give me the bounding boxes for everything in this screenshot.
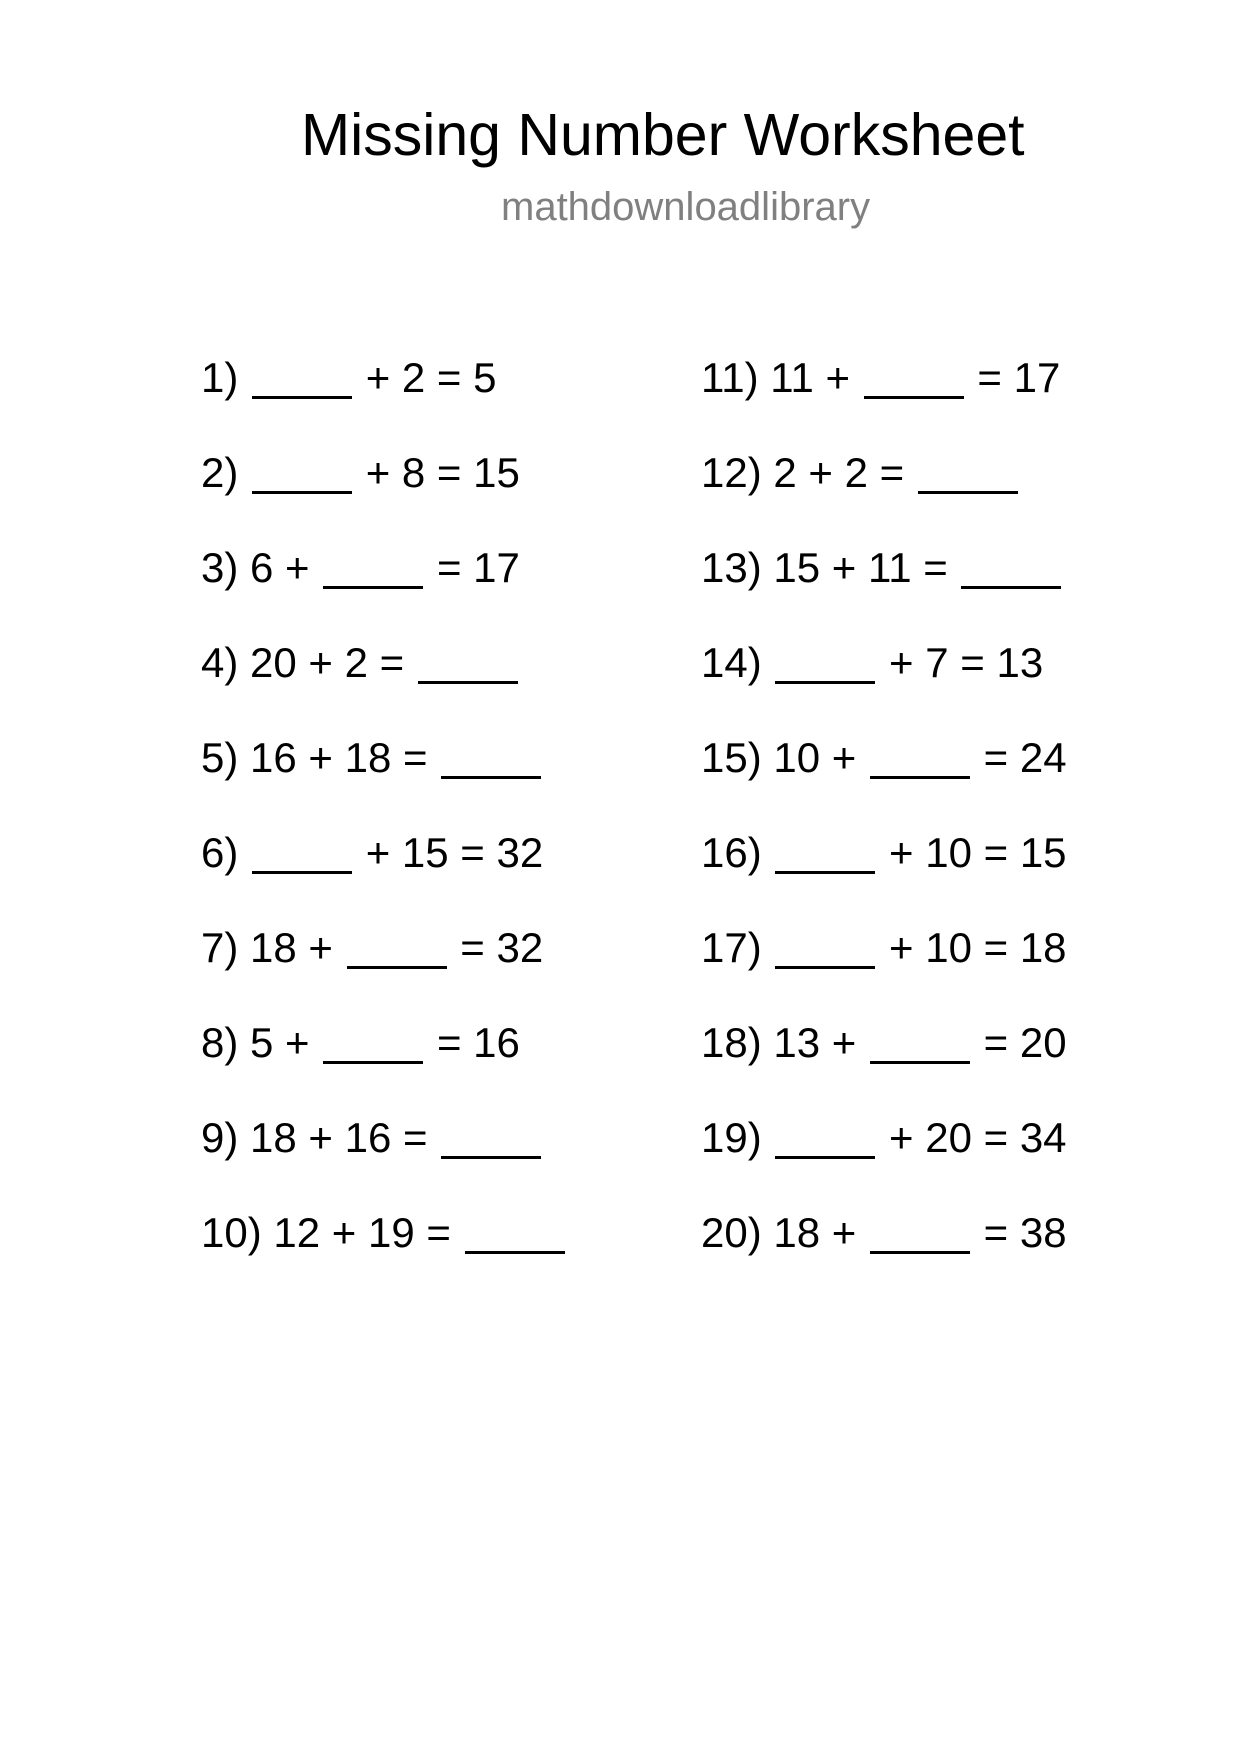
- problem-number: 13): [701, 544, 762, 591]
- answer-blank[interactable]: [441, 746, 541, 779]
- problem-11: [701, 354, 1060, 402]
- answer-blank[interactable]: [870, 1031, 970, 1064]
- problem-number: 6): [201, 829, 239, 876]
- problem-lhs: 20 + 2 =: [250, 639, 405, 686]
- problem-1: [201, 354, 496, 402]
- problem-rhs: + 7 = 13: [889, 639, 1044, 686]
- problem-lhs: 15 + 11 =: [773, 544, 948, 591]
- problem-number: 8): [201, 1019, 239, 1066]
- problem-15: [701, 734, 1067, 782]
- answer-blank[interactable]: [870, 1221, 970, 1254]
- problem-number: 10): [201, 1209, 262, 1256]
- answer-blank[interactable]: [775, 651, 875, 684]
- answer-blank[interactable]: [252, 366, 352, 399]
- problem-lhs: 18 + 16 =: [250, 1114, 428, 1161]
- problem-lhs: 6 +: [250, 544, 310, 591]
- problem-lhs: 16 + 18 =: [250, 734, 428, 781]
- problem-18: [701, 1019, 1067, 1067]
- problem-19: [701, 1114, 1067, 1162]
- answer-blank[interactable]: [961, 556, 1061, 589]
- problem-number: 12): [701, 449, 762, 496]
- problem-lhs: 10 +: [773, 734, 857, 781]
- problem-rhs: = 24: [983, 734, 1067, 781]
- problem-13: [701, 544, 1063, 592]
- answer-blank[interactable]: [465, 1221, 565, 1254]
- problem-number: 17): [701, 924, 762, 971]
- problem-rhs: + 20 = 34: [889, 1114, 1067, 1161]
- problem-number: 3): [201, 544, 239, 591]
- problem-7: [201, 924, 543, 972]
- problem-5: [201, 734, 543, 782]
- problem-number: 4): [201, 639, 239, 686]
- problem-number: 18): [701, 1019, 762, 1066]
- problem-rhs: = 38: [983, 1209, 1067, 1256]
- problem-number: 16): [701, 829, 762, 876]
- problem-rhs: + 2 = 5: [365, 354, 497, 401]
- problem-4: [201, 639, 520, 687]
- answer-blank[interactable]: [918, 461, 1018, 494]
- problem-lhs: 18 +: [250, 924, 333, 971]
- problem-9: [201, 1114, 543, 1162]
- problem-lhs: 13 +: [773, 1019, 857, 1066]
- answer-blank[interactable]: [441, 1126, 541, 1159]
- problem-rhs: = 17: [436, 544, 520, 591]
- problem-number: 14): [701, 639, 762, 686]
- problem-number: 20): [701, 1209, 762, 1256]
- problem-rhs: + 10 = 18: [889, 924, 1067, 971]
- problem-6: [201, 829, 543, 877]
- problem-number: 2): [201, 449, 239, 496]
- problem-rhs: = 17: [977, 354, 1061, 401]
- problem-12: [701, 449, 1020, 497]
- problem-rhs: + 8 = 15: [365, 449, 520, 496]
- answer-blank[interactable]: [775, 841, 875, 874]
- answer-blank[interactable]: [252, 461, 352, 494]
- problem-number: 11): [701, 354, 759, 401]
- page-subtitle: mathdownloadlibrary: [501, 185, 871, 229]
- problem-2: [201, 449, 520, 497]
- answer-blank[interactable]: [323, 556, 423, 589]
- problem-rhs: = 32: [460, 924, 544, 971]
- problem-10: [201, 1209, 567, 1257]
- answer-blank[interactable]: [870, 746, 970, 779]
- problem-14: [701, 639, 1043, 687]
- answer-blank[interactable]: [864, 366, 964, 399]
- problem-rhs: + 15 = 32: [365, 829, 544, 876]
- problem-rhs: + 10 = 15: [889, 829, 1067, 876]
- problem-20: [701, 1209, 1067, 1257]
- answer-blank[interactable]: [323, 1031, 423, 1064]
- problem-number: 15): [701, 734, 762, 781]
- page-title: Missing Number Worksheet: [301, 102, 1025, 168]
- problem-number: 5): [201, 734, 239, 781]
- answer-blank[interactable]: [775, 936, 875, 969]
- problem-number: 1): [201, 354, 239, 401]
- problem-8: [201, 1019, 520, 1067]
- answer-blank[interactable]: [347, 936, 447, 969]
- problem-number: 7): [201, 924, 239, 971]
- answer-blank[interactable]: [775, 1126, 875, 1159]
- answer-blank[interactable]: [418, 651, 518, 684]
- problem-lhs: 2 + 2 =: [773, 449, 905, 496]
- problem-number: 9): [201, 1114, 239, 1161]
- problem-rhs: = 20: [983, 1019, 1067, 1066]
- problem-lhs: 11 +: [770, 354, 851, 401]
- problem-16: [701, 829, 1067, 877]
- problem-rhs: = 16: [436, 1019, 520, 1066]
- problem-number: 19): [701, 1114, 762, 1161]
- problem-17: [701, 924, 1067, 972]
- problem-lhs: 12 + 19 =: [273, 1209, 451, 1256]
- answer-blank[interactable]: [252, 841, 352, 874]
- problem-lhs: 5 +: [250, 1019, 310, 1066]
- problem-3: [201, 544, 520, 592]
- problem-lhs: 18 +: [773, 1209, 857, 1256]
